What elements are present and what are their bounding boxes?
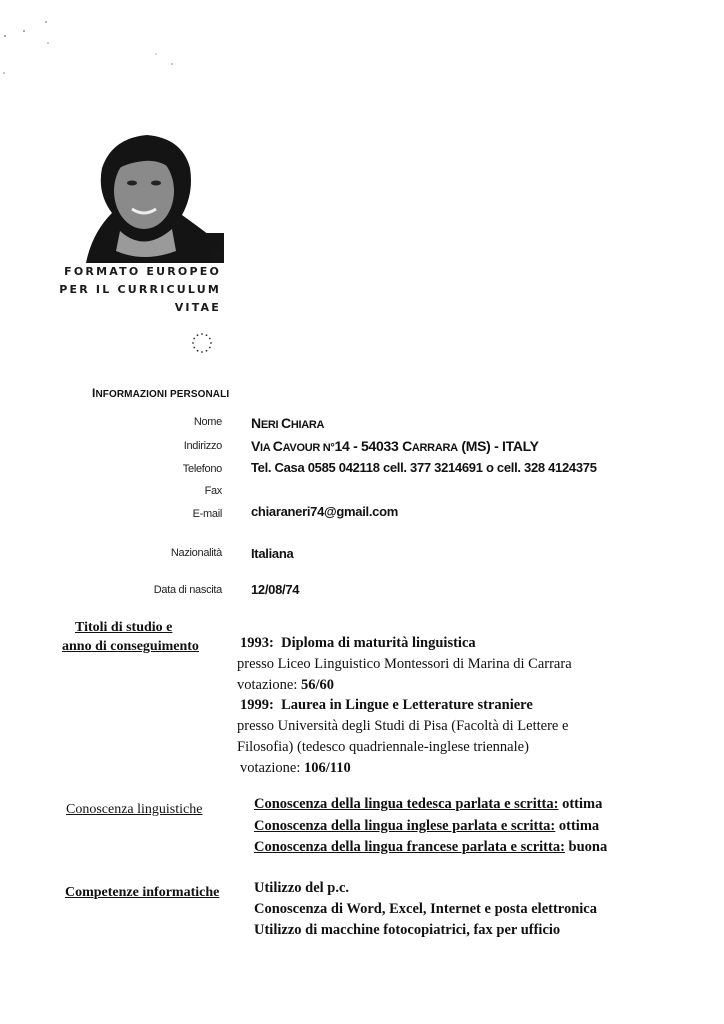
scan-noise [0, 0, 724, 80]
studies-label-line1: Titoli di studio e [75, 620, 173, 635]
study-line-3: votazione: 56/60 [237, 677, 335, 693]
label-email: E-mail [192, 508, 222, 520]
study-line-4: 1999: Laurea in Lingue e Letterature straniere [240, 697, 533, 713]
section-title-personal: INFORMAZIONI PERSONALI [92, 386, 230, 400]
profile-photo [72, 133, 224, 263]
study-line-2: presso Liceo Linguistico Montessori di Marina di Carrara [237, 656, 572, 672]
label-birth: Data di nascita [153, 584, 222, 596]
label-fax: Fax [204, 485, 222, 497]
header-line-3: VITAE [174, 301, 221, 314]
computer-item: Utilizzo di macchine fotocopiatrici, fax per ufficio [254, 922, 561, 938]
value-nationality: Italiana [251, 546, 294, 561]
study-line-6: Filosofia) (tedesco quadriennale-inglese triennale) [237, 739, 529, 755]
label-name: Nome [193, 416, 222, 428]
header-line-1: FORMATO EUROPEO [64, 265, 221, 278]
value-phone: Tel. Casa 0585 042118 cell. 377 3214691 o cell. 328 4124375 [251, 460, 597, 475]
eu-stars-icon [190, 331, 214, 355]
value-birth: 12/08/74 [251, 582, 300, 597]
language-item: Conoscenza della lingua inglese parlata e scritta: ottima [254, 818, 600, 834]
value-email: chiaraneri74@gmail.com [251, 504, 398, 519]
study-line-1: 1993: Diploma di maturità linguistica [240, 635, 476, 651]
studies-label-line2: anno di conseguimento [62, 639, 199, 654]
language-item: Conoscenza della lingua francese parlata e scritta: buona [254, 839, 608, 855]
languages-label: Conoscenza linguistiche [66, 802, 203, 817]
study-line-5: presso Università degli Studi di Pisa (Facoltà di Lettere e [237, 718, 569, 734]
value-address: VIA CAVOUR N°14 - 54033 CARRARA (MS) - ITALY [251, 438, 539, 454]
label-nationality: Nazionalità [170, 547, 222, 559]
computer-item: Conoscenza di Word, Excel, Internet e posta elettronica [254, 901, 597, 917]
value-name: NERI CHIARA [251, 415, 325, 431]
study-line-7: votazione: 106/110 [240, 760, 351, 776]
label-phone: Telefono [182, 463, 222, 475]
label-address: Indirizzo [183, 440, 222, 452]
computer-label: Competenze informatiche [65, 885, 220, 900]
language-item: Conoscenza della lingua tedesca parlata e scritta: ottima [254, 796, 603, 812]
computer-item: Utilizzo del p.c. [254, 880, 350, 896]
header-line-2: PER IL CURRICULUM [59, 283, 221, 296]
